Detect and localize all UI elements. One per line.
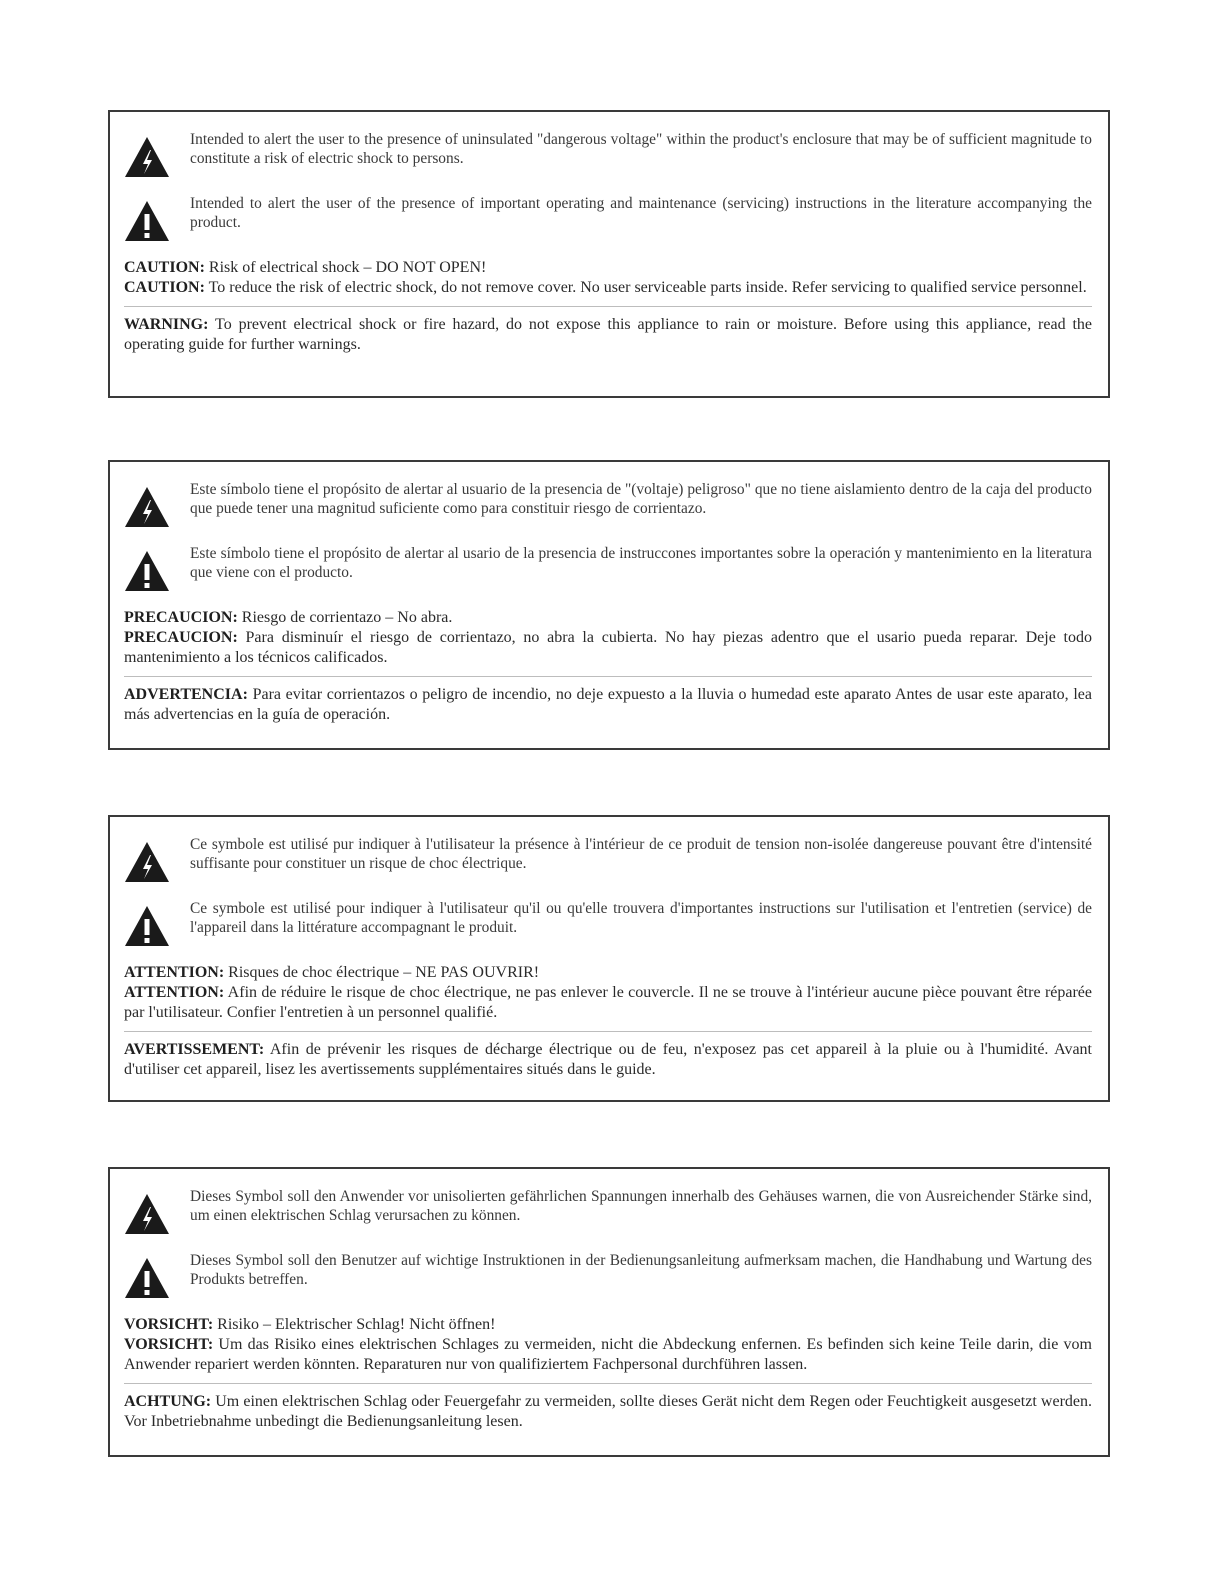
caution-line-2 [124,1335,1092,1375]
warning-line [124,1392,1092,1432]
symbol-voltage-text: Ce symbole est utilisé pur indiquer à l'utilisateur la présence à l'intérieur de ce produit de tension non-isolée dangereuse pouvant être d'intensité suffisante pour constituer un risque de choc électrique. [190,836,1092,872]
caution-line-1 [124,963,1092,983]
caution-line-1 [124,608,1092,628]
symbol-instructions-text: Intended to alert the user of the presence of important operating and maintenance (servicing) instructions in the literature accompanying the product. [190,195,1092,231]
symbol-instructions-text: Ce symbole est utilisé pour indiquer à l'utilisateur qu'il ou qu'elle trouvera d'importantes instructions sur l'utilisation et l'entretien (service) de l'appareil dans la littérature accompagnant le produit. [190,900,1092,936]
caution-line-2 [124,628,1092,668]
divider [124,1031,1092,1032]
symbol-voltage-text: Intended to alert the user to the presence of uninsulated "dangerous voltage" within the product's enclosure that may be of sufficient magnitude to constitute a risk of electric shock to persons. [190,131,1092,167]
safety-box-german [108,1167,1110,1457]
safety-box-french [108,815,1110,1102]
exclamation-warning-icon [124,1257,170,1299]
warning-text: To prevent electrical shock or fire hazard, do not expose this appliance to rain or moisture. Before using this appliance, read the operating guide for further warnings. [124,316,1092,353]
divider [124,676,1092,677]
symbol-row-instructions [124,544,1092,592]
symbol-instructions-text: Este símbolo tiene el propósito de alertar al usario de la presencia de instruccones importantes sobre la operación y mantenimiento en la literatura que viene con el producto. [190,545,1092,581]
caution-label: ATTENTION: [124,984,225,1001]
caution-label: VORSICHT: [124,1336,214,1353]
warning-label: WARNING: [124,316,209,333]
caution-text: Risiko – Elektrischer Schlag! Nicht öffnen! [213,1316,496,1333]
symbol-instructions-text: Dieses Symbol soll den Benutzer auf wichtige Instruktionen in der Bedienungsanleitung aufmerksam machen, die Handhabung und Wartung des Produkts betreffen. [190,1252,1092,1288]
warning-label: AVERTISSEMENT: [124,1041,265,1058]
caution-label: PRECAUCION: [124,609,238,626]
caution-line-1 [124,258,1092,278]
warning-line [124,1040,1092,1080]
caution-line-1 [124,1315,1092,1335]
caution-text: Para disminuír el riesgo de corrientazo, no abra la cubierta. No hay piezas adentro que el usario pueda reparar. Deje todo mantenimiento a los técnicos calificados. [124,629,1092,666]
lightning-warning-icon [124,841,170,883]
caution-text: Afin de réduire le risque de choc électrique, ne pas enlever le couvercle. Il ne se trouve à l'intérieur aucune pièce pouvant être réparée par l'utilisateur. Confier l'entretien à un personnel qualifié. [124,984,1092,1021]
caution-text: Risk of electrical shock – DO NOT OPEN! [204,259,487,276]
symbol-row-voltage [124,480,1092,528]
exclamation-warning-icon [124,550,170,592]
warning-line [124,315,1092,355]
caution-text: Risques de choc électrique – NE PAS OUVRIR! [224,964,540,981]
caution-line-2 [124,278,1092,298]
warning-text: Um einen elektrischen Schlag oder Feuergefahr zu vermeiden, sollte dieses Gerät nicht dem Regen oder Feuchtigkeit ausgesetzt werden. Vor Inbetriebnahme unbedingt die Bedienungsanleitung lesen. [124,1393,1092,1430]
caution-label: ATTENTION: [124,964,225,981]
symbol-row-voltage [124,1187,1092,1235]
warning-text: Para evitar corrientazos o peligro de incendio, no deje expuesto a la lluvia o humedad este aparato Antes de usar este aparato, lea más advertencias en la guía de operación. [124,686,1092,723]
symbol-row-instructions [124,1251,1092,1299]
lightning-warning-icon [124,486,170,528]
symbol-voltage-text: Dieses Symbol soll den Anwender vor unisolierten gefährlichen Spannungen innerhalb des Gehäuses warnen, die von Ausreichender Stärke sind, um einen elektrischen Schlag verursachen zu können. [190,1188,1092,1224]
exclamation-warning-icon [124,200,170,242]
safety-box-spanish [108,460,1110,750]
caution-label: CAUTION: [124,279,205,296]
caution-text: Riesgo de corrientazo – No abra. [237,609,453,626]
caution-label: VORSICHT: [124,1316,214,1333]
exclamation-warning-icon [124,905,170,947]
safety-box-english [108,110,1110,398]
lightning-warning-icon [124,1193,170,1235]
symbol-voltage-text: Este símbolo tiene el propósito de alertar al usuario de la presencia de "(voltaje) peligroso" que no tiene aislamiento dentro de la caja del producto que puede tener una magnitud suficiente como para constituir riesgo de corrientazo. [190,481,1092,517]
warning-line [124,685,1092,725]
symbol-row-instructions [124,899,1092,947]
warning-label: ACHTUNG: [124,1393,212,1410]
caution-line-2 [124,983,1092,1023]
divider [124,306,1092,307]
lightning-warning-icon [124,136,170,178]
warning-label: ADVERTENCIA: [124,686,248,703]
caution-text: Um das Risiko eines elektrischen Schlages zu vermeiden, nicht die Abdeckung enfernen. Es befinden sich keine Teile darin, die vom Anwender repariert werden könnten. Reparaturen nur von qualifiziertem Fachpersonal durchführen lassen. [124,1336,1092,1373]
symbol-row-voltage [124,130,1092,178]
symbol-row-voltage [124,835,1092,883]
symbol-row-instructions [124,194,1092,242]
caution-label: CAUTION: [124,259,205,276]
caution-text: To reduce the risk of electric shock, do not remove cover. No user serviceable parts inside. Refer servicing to qualified service personnel. [204,279,1087,296]
warning-text: Afin de prévenir les risques de décharge électrique ou de feu, n'exposez pas cet appareil à la pluie ou à l'humidité. Avant d'utiliser cet appareil, lisez les avertissements supplémentaires situés dans le guide. [124,1041,1092,1078]
divider [124,1383,1092,1384]
caution-label: PRECAUCION: [124,629,238,646]
